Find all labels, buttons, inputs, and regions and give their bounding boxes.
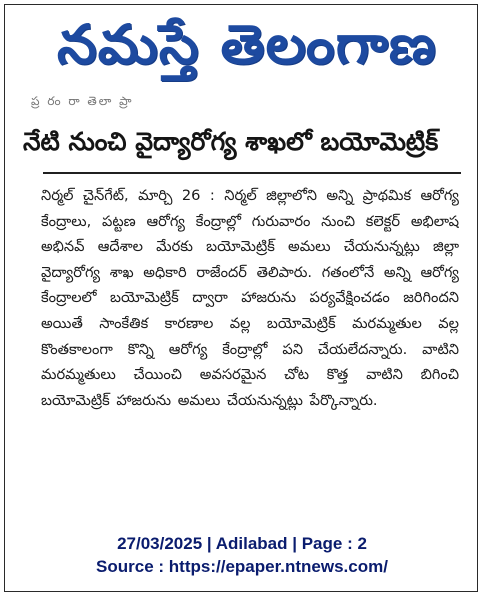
- article-headline: నేటి నుంచి వైద్యారోగ్య శాఖలో బయోమెట్రిక్: [23, 127, 439, 156]
- headline-divider: [43, 172, 461, 174]
- publication-info: 27/03/2025 | Adilabad | Page : 2: [117, 534, 367, 553]
- news-clipping: [21, 93, 471, 507]
- masthead-title: నమస్తే తెలంగాణ: [57, 13, 437, 76]
- cut-off-text-line: ప్ర రం రా తెలా ప్రా: [31, 94, 134, 108]
- page-frame: [4, 4, 478, 592]
- newspaper-masthead: [23, 11, 471, 79]
- article-body: నిర్మల్ చైన్‌గేట్, మార్చి 26 : నిర్మల్ జిల్లాలోని అన్ని ప్రాథమిక ఆరోగ్య కేంద్రాలు, పట్టణ ఆరోగ్య కేంద్రాల్లో గురువారం నుంచి కలెక్టర్ అభిలాష అభినవ్ ఆదేశాల మేరకు బయోమెట్రిక్ అమలు చేయనున్నట్లు జిల్లా వైద్యారోగ్య శాఖ అధికారి రాజేందర్ తెలిపారు. గతంలోనే అన్ని ఆరోగ్య కేంద్రాలలో బయోమెట్రిక్ ద్వారా హాజరును పర్యవేక్షించడం జరిగిందని అయితే సాంకేతిక కారణాల వల్ల బయోమెట్రిక్ మరమ్మతుల వల్ల కొంతకాలంగా కొన్ని ఆరోగ్య కేంద్రాల్లో పని చేయలేదన్నారు. వాటిని మరమ్మతులు చేయించి అవసరమైన చోట కొత్త వాటిని బిగించి బయోమెట్రిక్ హాజరును అమలు చేయనున్నట్లు పేర్కొన్నారు.: [41, 187, 459, 409]
- source-link[interactable]: Source : https://epaper.ntnews.com/: [96, 557, 388, 576]
